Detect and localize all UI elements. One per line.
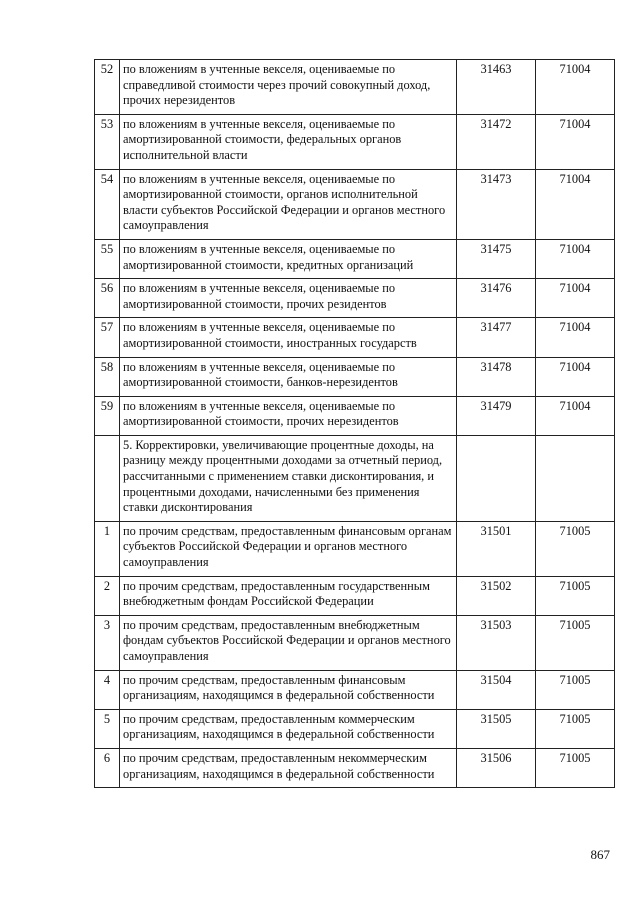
row-number: 57 xyxy=(95,318,120,357)
table-row xyxy=(95,357,615,396)
row-description: по вложениям в учтенные векселя, оцениваемые по справедливой стоимости через прочий совокупный доход, прочих нерезидентов xyxy=(120,60,457,115)
account-code-1: 31476 xyxy=(457,279,536,318)
account-code-1: 31472 xyxy=(457,114,536,169)
account-code-2: 71004 xyxy=(536,169,615,239)
account-code-1: 31502 xyxy=(457,576,536,615)
account-code-2: 71004 xyxy=(536,239,615,278)
row-description: по прочим средствам, предоставленным финансовым организациям, находящимся в федеральной собственности xyxy=(120,670,457,709)
table-row xyxy=(95,318,615,357)
row-description: по прочим средствам, предоставленным внебюджетным фондам субъектов Российской Федерации и органов местного самоуправления xyxy=(120,615,457,670)
table-row xyxy=(95,615,615,670)
account-code-2: 71005 xyxy=(536,709,615,748)
account-code-1: 31505 xyxy=(457,709,536,748)
account-code-2: 71004 xyxy=(536,60,615,115)
row-number: 54 xyxy=(95,169,120,239)
table-row xyxy=(95,60,615,115)
row-description: по вложениям в учтенные векселя, оцениваемые по амортизированной стоимости, банков-нерезидентов xyxy=(120,357,457,396)
account-code-1: 31501 xyxy=(457,521,536,576)
table-row xyxy=(95,709,615,748)
row-description: по прочим средствам, предоставленным коммерческим организациям, находящимся в федеральной собственности xyxy=(120,709,457,748)
table-row xyxy=(95,670,615,709)
account-code-1: 31479 xyxy=(457,396,536,435)
row-number: 53 xyxy=(95,114,120,169)
account-code-2: 71004 xyxy=(536,318,615,357)
row-description: по вложениям в учтенные векселя, оцениваемые по амортизированной стоимости, органов исполнительной власти субъектов Российской Федерации и органов местного самоуправления xyxy=(120,169,457,239)
row-description: по прочим средствам, предоставленным финансовым органам субъектов Российской Федерации и органов местного самоуправления xyxy=(120,521,457,576)
row-number: 56 xyxy=(95,279,120,318)
row-description: по вложениям в учтенные векселя, оцениваемые по амортизированной стоимости, кредитных организаций xyxy=(120,239,457,278)
row-number xyxy=(95,435,120,521)
account-code-1: 31477 xyxy=(457,318,536,357)
row-description: по прочим средствам, предоставленным некоммерческим организациям, находящимся в федеральной собственности xyxy=(120,748,457,787)
table-row xyxy=(95,169,615,239)
row-number: 5 xyxy=(95,709,120,748)
row-number: 58 xyxy=(95,357,120,396)
row-description: 5. Корректировки, увеличивающие процентные доходы, на разницу между процентными доходами за отчетный период, рассчитанными с применением ставки дисконтирования, и процентными доходами, начисленными без применения ставки дисконтирования xyxy=(120,435,457,521)
account-code-2: 71004 xyxy=(536,396,615,435)
page-number: 867 xyxy=(590,847,610,862)
account-code-2: 71005 xyxy=(536,521,615,576)
row-number: 3 xyxy=(95,615,120,670)
section-heading-row xyxy=(95,435,615,521)
account-code-1: 31473 xyxy=(457,169,536,239)
account-code-1: 31506 xyxy=(457,748,536,787)
account-code-2 xyxy=(536,435,615,521)
row-number: 55 xyxy=(95,239,120,278)
row-description: по вложениям в учтенные векселя, оцениваемые по амортизированной стоимости, иностранных государств xyxy=(120,318,457,357)
table-row xyxy=(95,748,615,787)
account-code-2: 71004 xyxy=(536,114,615,169)
row-description: по вложениям в учтенные векселя, оцениваемые по амортизированной стоимости, федеральных органов исполнительной власти xyxy=(120,114,457,169)
row-description: по прочим средствам, предоставленным государственным внебюджетным фондам Российской Федерации xyxy=(120,576,457,615)
table-row xyxy=(95,576,615,615)
account-code-2: 71005 xyxy=(536,748,615,787)
table-row xyxy=(95,396,615,435)
account-code-1: 31504 xyxy=(457,670,536,709)
account-code-1: 31503 xyxy=(457,615,536,670)
row-number: 6 xyxy=(95,748,120,787)
row-number: 1 xyxy=(95,521,120,576)
table-row xyxy=(95,521,615,576)
row-number: 2 xyxy=(95,576,120,615)
table-row xyxy=(95,279,615,318)
row-description: по вложениям в учтенные векселя, оцениваемые по амортизированной стоимости, прочих нерезидентов xyxy=(120,396,457,435)
row-number: 52 xyxy=(95,60,120,115)
row-number: 4 xyxy=(95,670,120,709)
account-code-2: 71005 xyxy=(536,576,615,615)
row-description: по вложениям в учтенные векселя, оцениваемые по амортизированной стоимости, прочих резидентов xyxy=(120,279,457,318)
account-code-1: 31478 xyxy=(457,357,536,396)
accounts-table xyxy=(94,59,615,788)
account-code-2: 71005 xyxy=(536,615,615,670)
account-code-1: 31463 xyxy=(457,60,536,115)
table-row xyxy=(95,114,615,169)
accounts-table-body xyxy=(95,60,615,788)
row-number: 59 xyxy=(95,396,120,435)
account-code-2: 71004 xyxy=(536,279,615,318)
account-code-1 xyxy=(457,435,536,521)
table-row xyxy=(95,239,615,278)
account-code-1: 31475 xyxy=(457,239,536,278)
account-code-2: 71004 xyxy=(536,357,615,396)
account-code-2: 71005 xyxy=(536,670,615,709)
